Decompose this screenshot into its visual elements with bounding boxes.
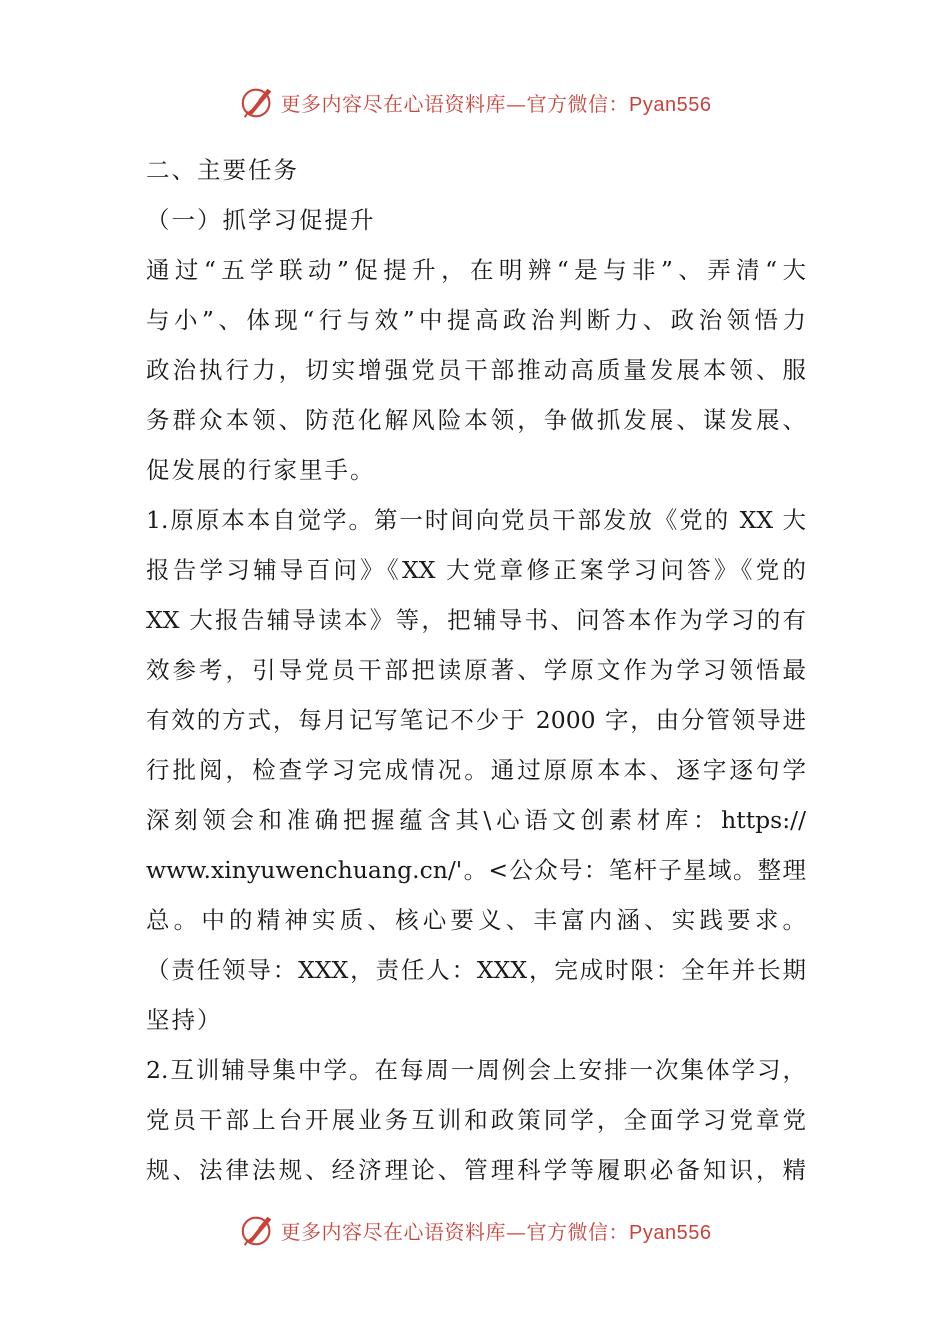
document-line: 效参考，引导党员干部把读原著、学原文作为学习领悟最 <box>146 656 806 684</box>
document-body <box>146 145 806 1195</box>
document-line: www.xinyuwenchuang.cn/'。<公众号：笔杆子星域。整理 <box>146 856 806 884</box>
document-line: 通过“五学联动”促提升，在明辨“是与非”、弄清“大 <box>146 256 806 284</box>
document-line: 与小”、体现“行与效”中提高政治判断力、政治领悟力 <box>146 306 806 334</box>
document-line: 深刻领会和准确把握蕴含其\心语文创素材库：https:// <box>146 806 806 834</box>
quill-logo-icon <box>239 1211 277 1249</box>
document-line: 坚持） <box>146 1006 223 1034</box>
document-line: 行批阅，检查学习完成情况。通过原原本本、逐字逐句学 <box>146 756 806 784</box>
document-line: （一）抓学习促提升 <box>146 206 376 234</box>
header-wechat-label: 官方微信： <box>526 91 630 116</box>
footer-wechat-label: 官方微信： <box>526 1219 630 1244</box>
document-line: 报告学习辅导百问》《XX 大党章修正案学习问答》《党的 <box>146 556 806 584</box>
header-banner-main: 更多内容尽在心语资料库 <box>280 91 507 116</box>
footer-banner <box>0 1208 950 1252</box>
document-line: 2.互训辅导集中学。在每周一周例会上安排一次集体学习， <box>146 1056 806 1084</box>
footer-banner-text <box>281 1216 712 1245</box>
document-line: 党员干部上台开展业务互训和政策同学，全面学习党章党 <box>146 1106 806 1134</box>
header-banner-inner <box>239 83 712 121</box>
document-line: 1.原原本本自觉学。第一时间向党员干部发放《党的 XX 大 <box>146 506 806 534</box>
header-wechat-id: Pyan556 <box>629 93 712 116</box>
document-line: 促发展的行家里手。 <box>146 456 376 484</box>
footer-banner-main: 更多内容尽在心语资料库 <box>280 1219 507 1244</box>
header-banner-text <box>281 88 712 117</box>
header-banner-dash: — <box>506 91 527 116</box>
document-line: 政治执行力，切实增强党员干部推动高质量发展本领、服 <box>146 356 806 384</box>
footer-banner-dash: — <box>506 1219 527 1244</box>
document-line: 总。中的精神实质、核心要义、丰富内涵、实践要求。 <box>146 906 806 934</box>
quill-logo-icon <box>239 83 277 121</box>
header-banner <box>0 80 950 124</box>
footer-banner-inner <box>239 1211 712 1249</box>
footer-wechat-id: Pyan556 <box>629 1221 712 1244</box>
document-line: 有效的方式，每月记写笔记不少于 2000 字，由分管领导进 <box>146 706 806 734</box>
document-line: XX 大报告辅导读本》等，把辅导书、问答本作为学习的有 <box>146 606 806 634</box>
document-line: 二、主要任务 <box>146 156 299 184</box>
document-line: 务群众本领、防范化解风险本领，争做抓发展、谋发展、 <box>146 406 806 434</box>
document-line: （责任领导：XXX，责任人：XXX，完成时限：全年并长期 <box>146 956 806 984</box>
document-line: 规、法律法规、经济理论、管理科学等履职必备知识，精 <box>146 1156 806 1184</box>
